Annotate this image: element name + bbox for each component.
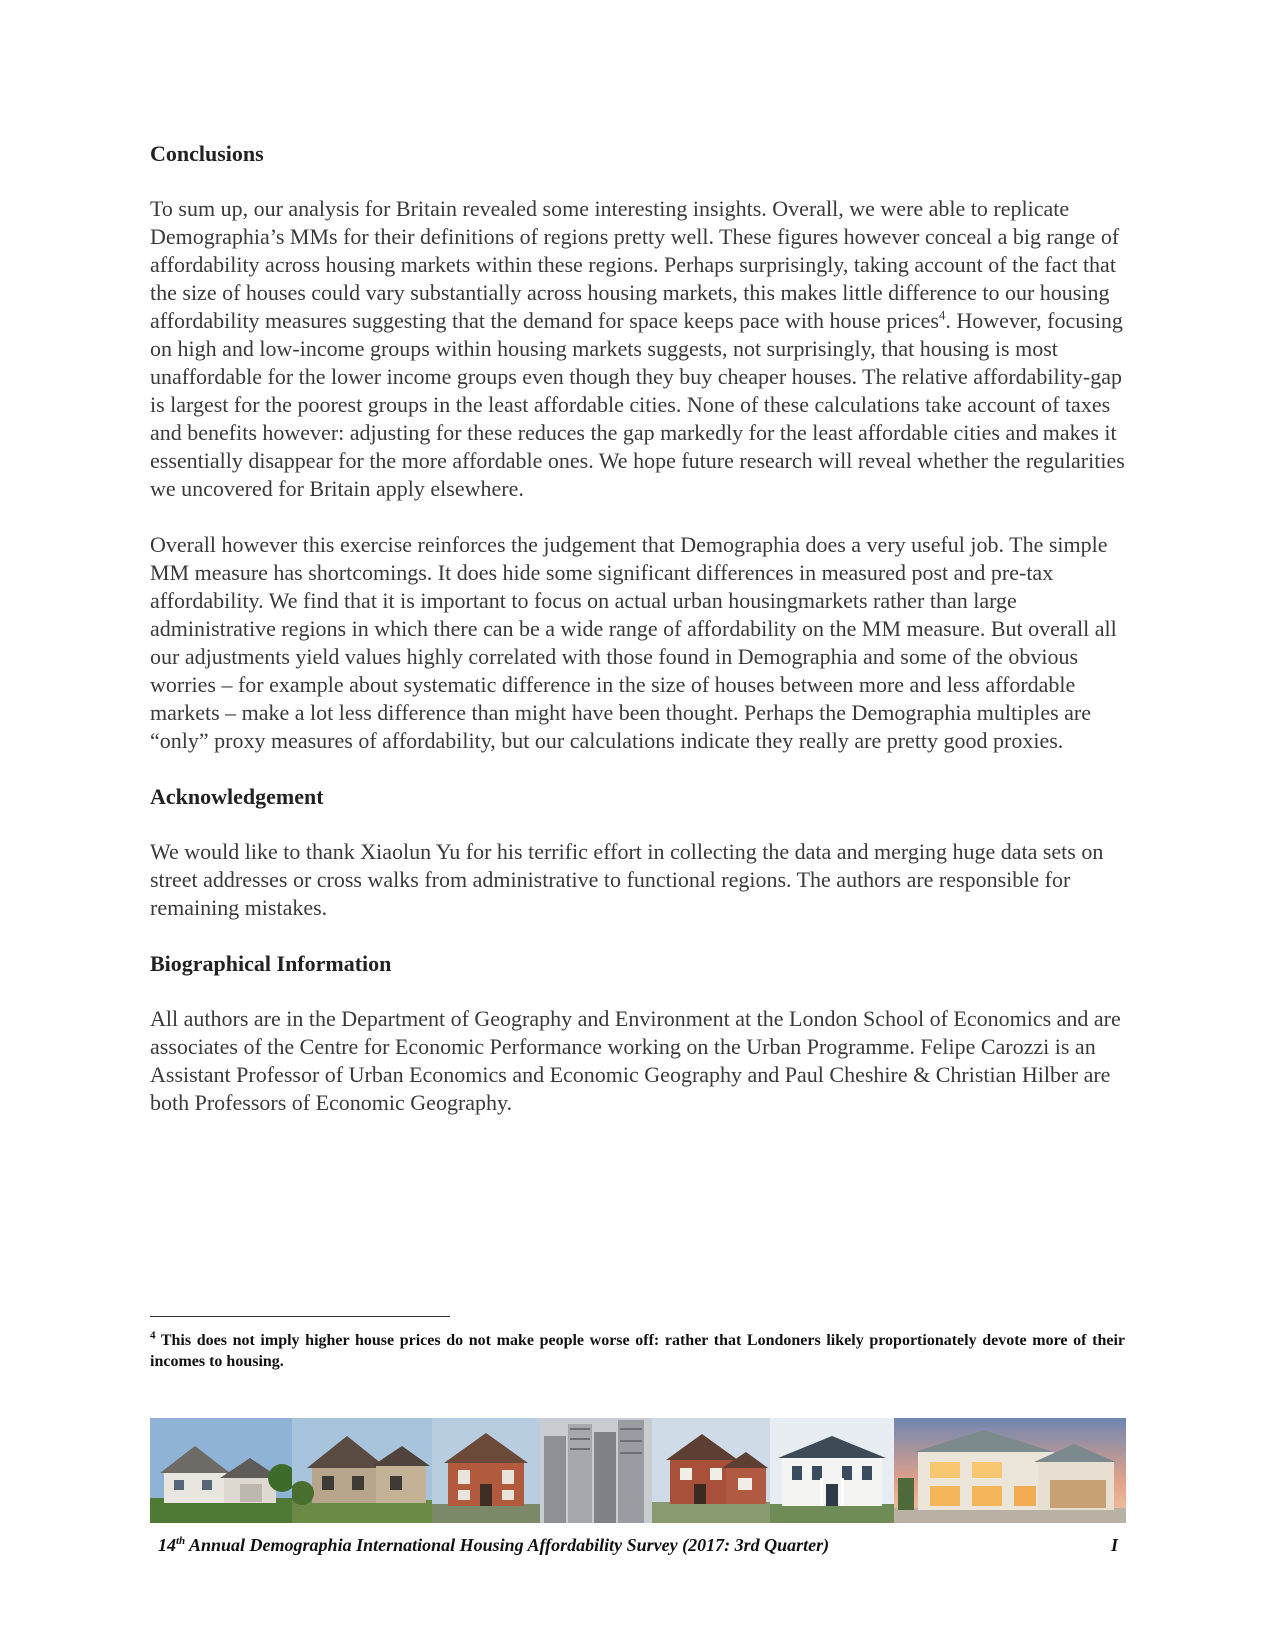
footer-title: [158, 1535, 829, 1556]
house-photo-5: [652, 1418, 770, 1523]
conclusions-p1-tail: . However, focusing on high and low-income groups within housing markets suggests, not surprisingly, that housing is most unaffordable for the lower income groups even though they buy cheaper houses. The relative affordability-gap is largest for the poorest groups in the least affordable cities. None of these calculations take account of taxes and benefits however: adjusting for these reduces the gap markedly for the least affordable cities and makes it essentially disappear for the more affordable ones. We hope future research will reveal whether the regularities we uncovered for Britain apply elsewhere.: [150, 308, 1125, 501]
heading-acknowledgement: Acknowledgement: [150, 784, 324, 809]
house-photo-2: [292, 1418, 432, 1523]
footnote-reference[interactable]: 4: [938, 307, 946, 323]
page-footer: [158, 1535, 1118, 1556]
house-photo-6: [770, 1418, 894, 1523]
page-number: I: [1110, 1535, 1118, 1555]
footer-edition-suffix: th: [176, 1535, 186, 1547]
conclusions-paragraph-2: Overall however this exercise reinforces the judgement that Demographia does a very useful job. The simple MM measure has shortcomings. It does hide some significant differences in measured post and pre-tax affordability. We find that it is important to focus on actual urban housingmarkets rather than large administrative regions in which there can be a wide range of affordability on the MM measure. But overall all our adjustments yield values highly correlated with those found in Demographia and some of the obvious worries – for example about systematic difference in the size of houses between more and less affordable markets – make a lot less difference than might have been thought. Perhaps the Demographia multiples are “only” proxy measures of affordability, but our calculations indicate they really are pretty good proxies.: [150, 532, 1117, 753]
house-photo-7: [894, 1418, 1126, 1523]
footnote: [150, 1330, 1125, 1372]
heading-conclusions: Conclusions: [150, 141, 264, 166]
conclusions-paragraph-1: [150, 195, 1125, 503]
footer-edition-number: 14: [158, 1535, 176, 1555]
tower-photo: [540, 1418, 652, 1523]
footnote-divider: [150, 1316, 450, 1317]
house-photo-banner: [150, 1418, 1126, 1523]
footer-title-text: Annual Demographia International Housing Affordability Survey (2017: 3rd Quarter): [185, 1535, 830, 1555]
biographical-paragraph: All authors are in the Department of Geography and Environment at the London School of Economics and are associates of the Centre for Economic Performance working on the Urban Programme. Felipe Carozzi is an Assistant Professor of Urban Economics and Economic Geography and Paul Cheshire & Christian Hilber are both Professors of Economic Geography.: [150, 1006, 1121, 1115]
footnote-text: This does not imply higher house prices do not make people worse off: rather that Londoners likely proportionately devote more of their incomes to housing.: [150, 1332, 1125, 1370]
house-photo-3: [432, 1418, 540, 1523]
document-body: [150, 140, 1125, 1145]
conclusions-p1-text: To sum up, our analysis for Britain revealed some interesting insights. Overall, we were able to replicate Demographia’s MMs for their definitions of regions pretty well. These figures however conceal a big range of affordability across housing markets within these regions. Perhaps surprisingly, taking account of the fact that the size of houses could vary substantially across housing markets, this makes little difference to our housing affordability measures suggesting that the demand for space keeps pace with house prices: [150, 196, 1120, 333]
footnote-number: 4: [150, 1329, 156, 1342]
heading-biographical-information: Biographical Information: [150, 951, 392, 976]
acknowledgement-paragraph: We would like to thank Xiaolun Yu for his terrific effort in collecting the data and merging huge data sets on street addresses or cross walks from administrative to functional regions. The authors are responsible for remaining mistakes.: [150, 839, 1104, 920]
house-photo-1: [150, 1418, 292, 1523]
